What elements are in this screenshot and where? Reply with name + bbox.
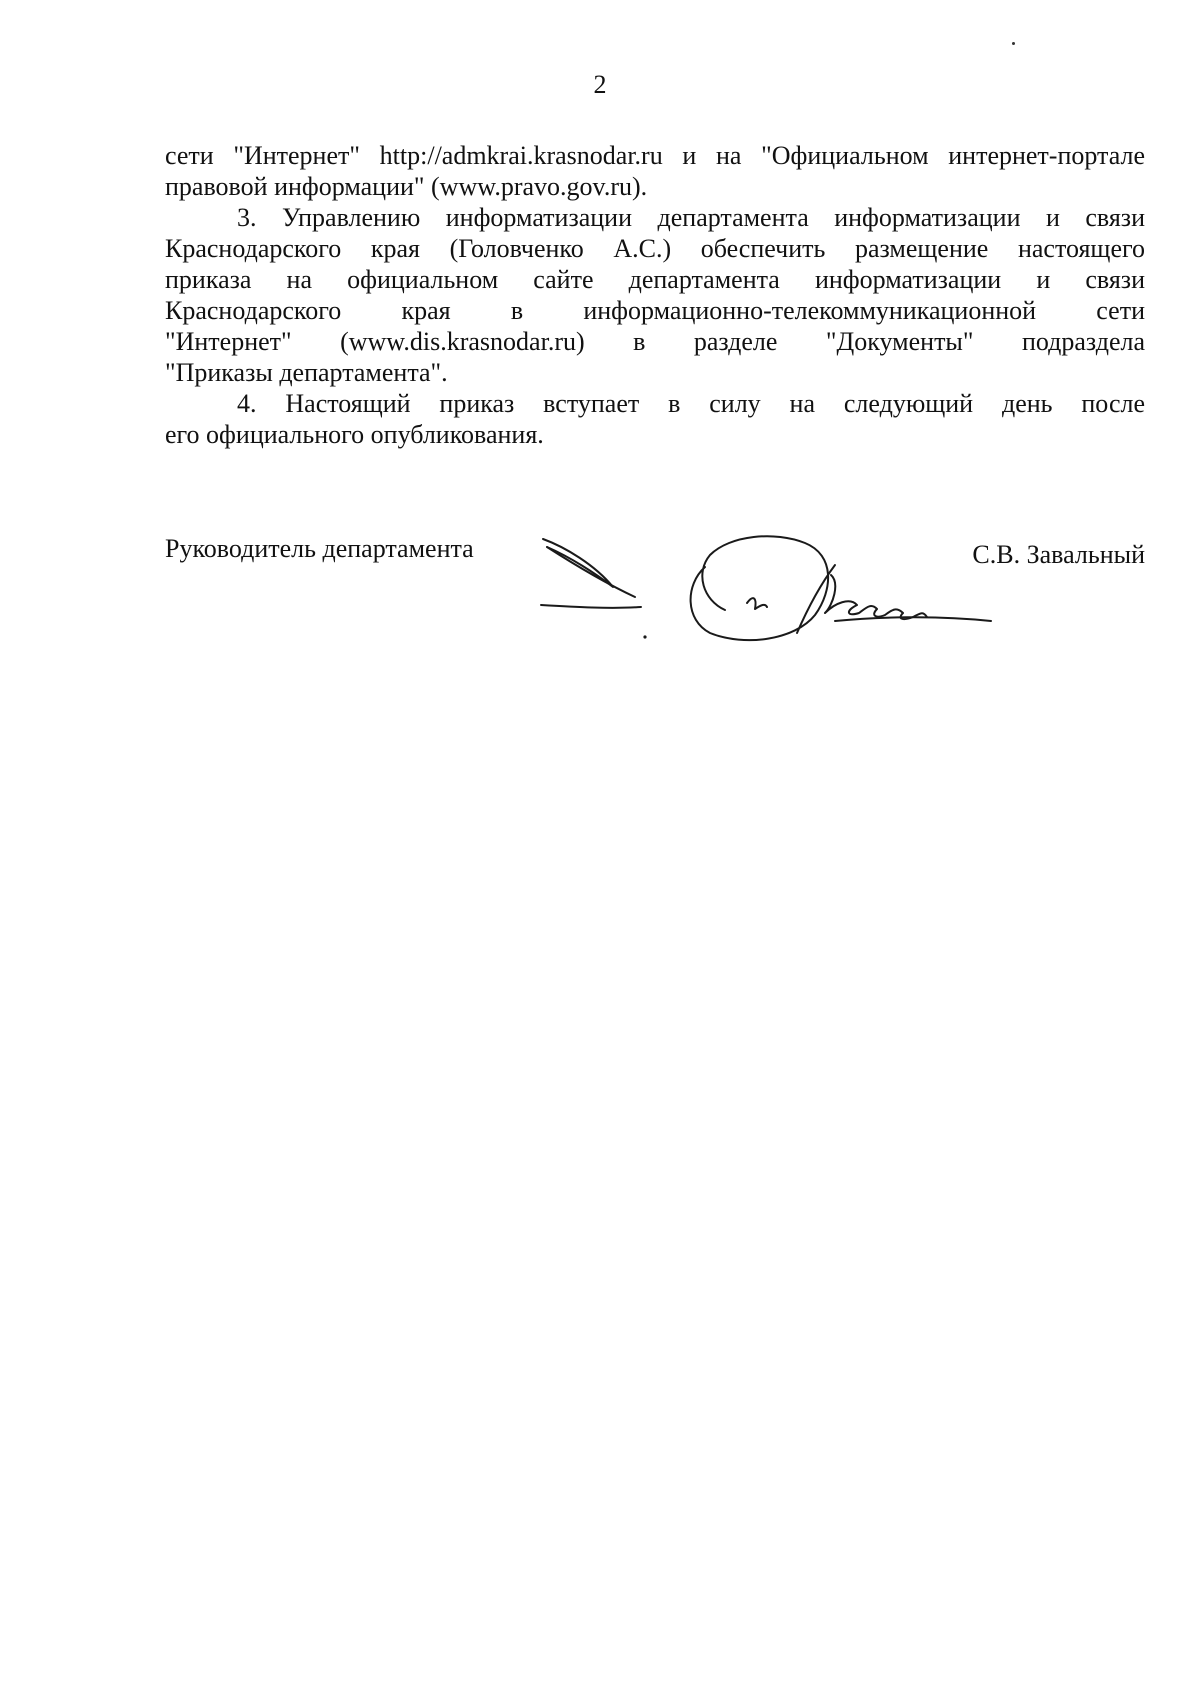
handwritten-signature [535,525,995,645]
text-line: Краснодарского края в информационно-телекоммуникационной сети [165,296,1145,325]
signature-block [165,533,1145,653]
paragraph-3 [165,202,1145,388]
text-line: "Интернет" (www.dis.krasnodar.ru) в разделе "Документы" подраздела [165,327,1145,356]
signer-title: Руководитель департамента [165,534,474,563]
text-line: "Приказы департамента". [165,358,448,387]
paragraph-4 [165,388,1145,450]
document-body [165,140,1145,450]
text-line: приказа на официальном сайте департамента информатизации и связи [165,265,1145,294]
text-line: его официального опубликования. [165,420,544,449]
paragraph-continuation [165,140,1145,202]
scan-speck [1012,42,1015,45]
text-line: Краснодарского края (Головченко А.С.) обеспечить размещение настоящего [165,234,1145,263]
text-line: сети "Интернет" http://admkrai.krasnodar.ru и на "Официальном интернет-портале [165,141,1145,170]
text-line: правовой информации" (www.pravo.gov.ru). [165,172,648,201]
text-line: 3. Управлению информатизации департамента информатизации и связи [237,203,1145,232]
text-line: 4. Настоящий приказ вступает в силу на следующий день после [237,389,1145,418]
signer-name: С.В. Завальный [972,540,1145,569]
page-number: 2 [593,70,607,99]
